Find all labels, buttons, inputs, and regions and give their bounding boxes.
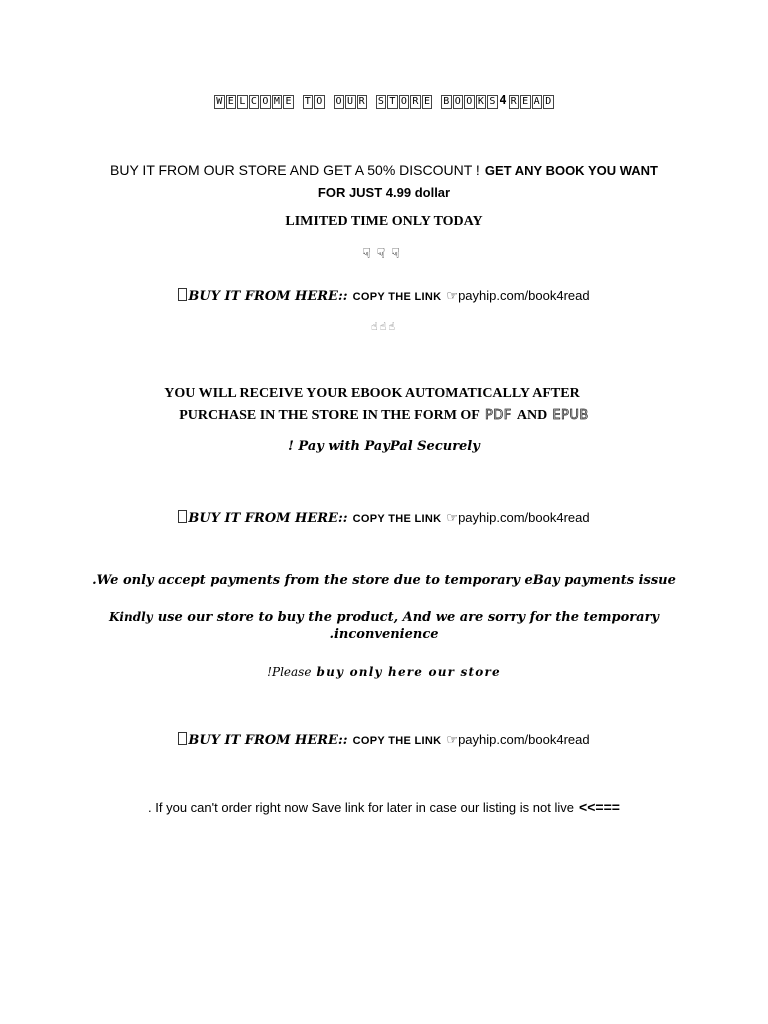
notice-line-3: .inconvenience: [329, 627, 439, 642]
boxed-letter: O: [316, 96, 323, 107]
boxed-letter: E: [227, 96, 235, 107]
boxed-letter: S: [377, 96, 385, 107]
welcome-digit: 4: [499, 93, 508, 107]
boxed-letter: E: [522, 96, 529, 107]
save-text: . If you can't order right now Save link for later in case our listing is not live: [148, 800, 574, 815]
limited-time: LIMITED TIME ONLY TODAY: [285, 214, 483, 229]
buy-lead: BUY IT FROM HERE: [188, 289, 338, 304]
boxed-letter: A: [533, 96, 541, 107]
buy-sep: ::: [337, 733, 348, 748]
boxed-letter: D: [545, 96, 552, 107]
copy-link-label: COPY THE LINK: [352, 291, 442, 303]
boxed-letter: R: [510, 96, 518, 107]
welcome-banner: [0, 93, 768, 109]
paypal-secure: ! Pay with PayPal Securely: [288, 439, 480, 454]
boxed-letter: O: [454, 96, 462, 107]
copy-link-label: COPY THE LINK: [352, 513, 442, 525]
boxed-letter: R: [358, 96, 366, 107]
notice-use-store: use our store to buy the product, And we are sorry for the temporary: [157, 610, 659, 625]
receive-form: PURCHASE IN THE STORE IN THE FORM OF: [179, 408, 480, 423]
copy-link-label: COPY THE LINK: [352, 735, 442, 747]
boxed-letter: B: [443, 96, 450, 107]
hand-pointer-icon: ☞: [446, 510, 459, 525]
format-epub: EPUB: [552, 408, 589, 423]
unknown-glyph-icon: [178, 288, 187, 301]
boxed-letter: T: [389, 96, 396, 107]
boxed-letter: C: [250, 96, 258, 107]
boxed-letter: L: [239, 96, 246, 107]
promo-price: FOR JUST 4.99 dollar: [317, 185, 451, 200]
please-word: !Please: [267, 665, 312, 679]
save-link-line: [0, 797, 768, 817]
boxed-letter: U: [347, 96, 354, 107]
promo-any-book: GET ANY BOOK YOU WANT: [484, 163, 658, 178]
welcome-word-3: [333, 93, 368, 107]
store-link[interactable]: payhip.com/book4read: [458, 288, 590, 303]
please-buy-here: buy only here our store: [316, 665, 501, 679]
notice-kindly: Kindly: [109, 610, 153, 624]
boxed-letter: O: [262, 96, 269, 107]
buy-lead: BUY IT FROM HERE: [188, 511, 338, 526]
boxed-letter: M: [273, 96, 281, 107]
receive-line-1: YOU WILL RECEIVE YOUR EBOOK AUTOMATICALLY AFTER: [164, 386, 580, 401]
boxed-letter: E: [285, 96, 292, 107]
hand-pointer-icon: ☞: [446, 732, 459, 747]
boxed-letter: O: [466, 96, 473, 107]
format-and: AND: [516, 408, 548, 423]
welcome-word-4: [375, 93, 433, 107]
arrow-left-icon: <<===: [579, 799, 620, 815]
boxed-letter: W: [216, 96, 223, 107]
boxed-letter: K: [477, 96, 485, 107]
pointing-up-icons: ☝☝☝: [370, 320, 398, 333]
boxed-letter: O: [400, 96, 408, 107]
welcome-word-2: [302, 93, 325, 107]
buy-line-3: [0, 729, 768, 749]
notice-line-1: .We only accept payments from the store due to temporary eBay payments issue: [92, 573, 676, 588]
boxed-letter: E: [423, 96, 431, 107]
welcome-word-5: [441, 93, 555, 107]
buy-lead: BUY IT FROM HERE: [188, 733, 338, 748]
buy-sep: ::: [337, 289, 348, 304]
boxed-letter: S: [489, 96, 496, 107]
promo-line-1: [0, 160, 768, 180]
welcome-word-1: [214, 93, 295, 107]
boxed-letter: O: [335, 96, 343, 107]
promo-discount: BUY IT FROM OUR STORE AND GET A 50% DISCOUNT !: [110, 162, 480, 178]
unknown-glyph-icon: [178, 732, 187, 745]
hand-pointer-icon: ☞: [446, 288, 459, 303]
promo-line-2: [0, 182, 768, 202]
notice-line-2: [0, 606, 768, 626]
store-link[interactable]: payhip.com/book4read: [458, 732, 590, 747]
buy-line-2: [0, 507, 768, 527]
pointing-down-icons: ☟☟☟: [362, 246, 406, 262]
store-link[interactable]: payhip.com/book4read: [458, 510, 590, 525]
format-pdf: PDF: [484, 408, 512, 423]
buy-line-1: [0, 285, 768, 305]
buy-sep: ::: [337, 511, 348, 526]
please-line: [0, 661, 768, 681]
unknown-glyph-icon: [178, 510, 187, 523]
boxed-letter: R: [412, 96, 419, 107]
boxed-letter: T: [304, 96, 312, 107]
receive-line-2: [0, 404, 768, 425]
